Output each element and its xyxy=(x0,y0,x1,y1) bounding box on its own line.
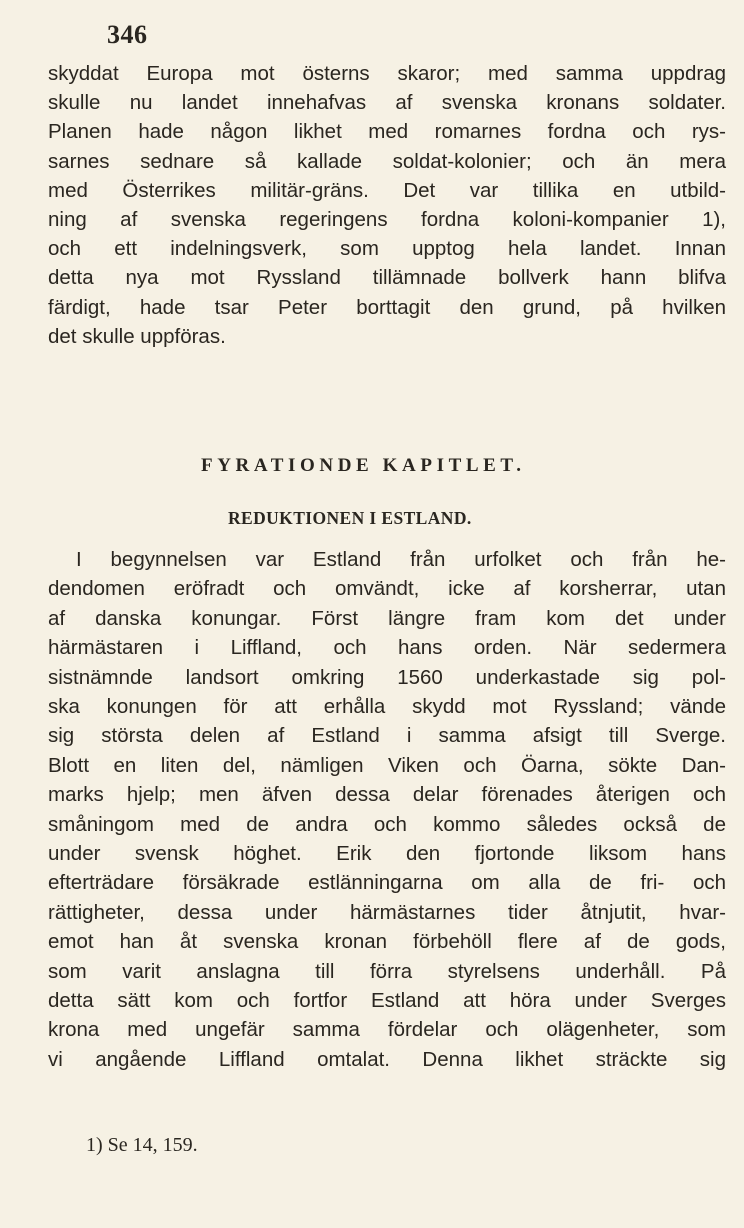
text-line: sarnes sednare så kallade soldat-kolonier; och än mera xyxy=(48,149,726,173)
text-line: ska konungen för att erhålla skydd mot Ryssland; vände xyxy=(48,695,726,718)
footnote: 1) Se 14, 159. xyxy=(86,1134,198,1156)
text-line: skyddat Europa mot österns skaror; med samma uppdrag xyxy=(48,62,726,85)
text-line: af danska konungar. Först längre fram kom det under xyxy=(48,606,726,630)
text-line: dendomen eröfradt och omvändt, icke af korsherrar, utan xyxy=(48,577,726,601)
text-line: rättigheter, dessa under härmästarnes tider åtnjutit, hvar- xyxy=(48,900,726,924)
text-line: emot han åt svenska kronan förbehöll flere af de gods, xyxy=(48,930,726,954)
text-line: skulle nu landet innehafvas af svenska kronans soldater. xyxy=(48,91,726,115)
text-line: vi angående Liffland omtalat. Denna likhet sträckte sig xyxy=(48,1047,726,1071)
text-line: Blott en liten del, nämligen Viken och Öarna, sökte Dan- xyxy=(48,753,726,777)
text-line: sig största delen af Estland i samma afsigt till Sverge. xyxy=(48,724,726,748)
text-line: detta sätt kom och fortfor Estland att höra under Sverges xyxy=(48,989,726,1012)
page-number: 346 xyxy=(107,20,148,49)
text-line: krona med ungefär samma fördelar och olägenheter, som xyxy=(48,1018,726,1042)
text-line: detta nya mot Ryssland tillämnade bollverk hann blifva xyxy=(48,266,726,290)
text-line: och ett indelningsverk, som upptog hela landet. Innan xyxy=(48,237,726,261)
text-line: I begynnelsen var Estland från urfolket och från he- xyxy=(76,548,726,571)
text-line: under svensk höghet. Erik den fjortonde liksom hans xyxy=(48,842,726,865)
text-line: marks hjelp; men äfven dessa delar förenades återigen och xyxy=(48,783,726,807)
section-title: REDUKTIONEN I ESTLAND. xyxy=(228,508,472,528)
text-line: Planen hade någon likhet med romarnes fordna och rys- xyxy=(48,120,726,144)
text-line: efterträdare försäkrade estlänningarna om alla de fri- och xyxy=(48,871,726,895)
chapter-title: FYRATIONDE KAPITLET. xyxy=(201,455,526,476)
text-line: småningom med de andra och kommo således också de xyxy=(48,812,726,836)
text-line: som varit anslagna till förra styrelsens underhåll. På xyxy=(48,959,726,983)
text-line: härmästaren i Liffland, och hans orden. När sedermera xyxy=(48,636,726,660)
text-line: ning af svenska regeringens fordna koloni-kompanier 1), xyxy=(48,208,726,231)
text-line: färdigt, hade tsar Peter borttagit den grund, på hvilken xyxy=(48,295,726,319)
text-line: sistnämnde landsort omkring 1560 underkastade sig pol- xyxy=(48,665,726,689)
text-line: med Österrikes militär-gräns. Det var tillika en utbild- xyxy=(48,178,726,202)
text-line: det skulle uppföras. xyxy=(48,324,226,348)
